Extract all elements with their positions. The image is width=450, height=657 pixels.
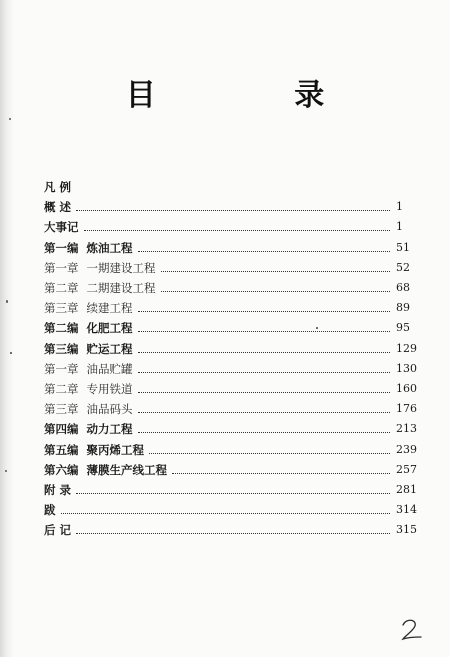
toc-entry-label (44, 399, 136, 419)
toc-entry-prefix: 概 述 (44, 200, 72, 215)
toc-entry-title: 贮运工程 (86, 341, 133, 356)
toc-leader-dots (76, 493, 390, 494)
page-title: 目 录 (125, 78, 389, 113)
toc-entry-label (44, 500, 59, 520)
toc-leader-dots (161, 271, 391, 272)
toc-entry-title: 聚丙烯工程 (86, 442, 144, 457)
toc-entry-prefix: 第四编 (44, 422, 79, 437)
toc-page-number: 176 (394, 399, 417, 419)
toc-entry-prefix: 附 录 (44, 483, 72, 497)
toc-entry-label (44, 298, 136, 318)
toc-entry-title: 化肥工程 (86, 321, 133, 336)
toc-entry (44, 419, 417, 439)
toc-page-number: 281 (394, 480, 417, 500)
toc-entry-prefix: 后 记 (44, 523, 72, 538)
toc-leader-dots (138, 251, 391, 252)
toc-entry (44, 440, 417, 460)
toc-entry (44, 399, 417, 419)
toc-leader-dots (138, 392, 391, 393)
toc-entry-prefix: 第六编 (44, 462, 79, 477)
toc-entry-label (44, 480, 74, 500)
toc-entry-label (44, 258, 159, 278)
toc-entry (44, 359, 417, 379)
toc-page-number: 160 (394, 379, 417, 399)
toc-leader-dots (149, 453, 390, 454)
toc-entry-title: 薄膜生产线工程 (86, 462, 167, 477)
toc-entry-title: 油品贮罐 (86, 361, 133, 376)
toc-entry-label (44, 197, 74, 217)
toc-entry (44, 460, 417, 480)
toc-entry-title: 炼油工程 (86, 240, 133, 255)
toc-leader-dots (138, 432, 391, 433)
toc-leader-dots (138, 311, 391, 312)
toc-entry-prefix: 第三编 (44, 341, 79, 356)
toc-leader-dots (138, 331, 391, 332)
toc-entry (44, 480, 417, 500)
toc-entry-prefix: 第一章 (44, 260, 79, 275)
toc-entry (44, 379, 417, 399)
toc-entry-label (44, 318, 136, 338)
toc-leader-dots (76, 210, 390, 211)
toc-page-number: 51 (394, 238, 410, 258)
toc-entry-label (44, 278, 159, 298)
toc-page-number: 239 (394, 440, 417, 460)
toc-leader-dots (84, 230, 391, 231)
toc-page-number: 68 (394, 278, 410, 298)
toc-entry-title: 二期建设工程 (86, 281, 156, 295)
toc-entry-prefix: 跋 (44, 503, 56, 518)
toc-leader-dots (172, 473, 390, 474)
toc-entry (44, 318, 414, 338)
toc-entry-prefix: 第二编 (44, 321, 79, 336)
toc-entry-prefix: 第三章 (44, 402, 79, 417)
toc-page-number: 1 (394, 217, 403, 237)
toc-entry-label (44, 217, 82, 237)
toc-entry-label (44, 440, 147, 460)
toc-entry (44, 238, 414, 258)
toc-page-number: 257 (394, 460, 417, 480)
toc-entry-title: 一期建设工程 (86, 260, 156, 275)
toc-entry-prefix: 第五编 (44, 442, 79, 457)
toc-entry-title: 专用铁道 (86, 382, 133, 396)
toc-leader-dots (138, 412, 391, 413)
toc-page-number: 130 (394, 359, 417, 379)
toc-entry-label (44, 379, 136, 399)
toc-entry-prefix: 第一章 (44, 361, 79, 376)
toc-entry (44, 339, 417, 359)
toc-entry (44, 520, 417, 540)
toc-page-number: 315 (394, 520, 417, 540)
toc-leader-dots (138, 372, 391, 373)
toc-entry-prefix: 第三章 (44, 301, 79, 316)
toc-entry-title: 油品码头 (86, 402, 133, 417)
toc-entry (44, 197, 414, 217)
toc-page-number: 1 (394, 197, 403, 217)
toc-entry (44, 298, 414, 318)
toc-leader-dots (138, 352, 391, 353)
toc-page-number: 89 (394, 298, 410, 318)
toc-entry-label (44, 520, 74, 540)
toc-entry (44, 258, 414, 278)
toc-entry-label (44, 460, 170, 480)
toc-entry-label (44, 359, 136, 379)
toc-entry-label (44, 419, 136, 439)
toc-entry-title: 动力工程 (86, 422, 133, 437)
toc-entry-prefix: 第二章 (44, 382, 79, 396)
toc-page-number: 314 (394, 500, 417, 520)
toc-entry-prefix: 第一编 (44, 240, 79, 255)
toc-entry-label (44, 238, 136, 258)
toc-page-number: 95 (394, 318, 410, 338)
toc-entry-title: 续建工程 (86, 301, 133, 316)
toc-leader-dots (61, 513, 391, 514)
toc-entry (44, 278, 414, 298)
toc-entry (44, 177, 414, 197)
toc-entry (44, 217, 414, 237)
toc-leader-dots (161, 291, 391, 292)
toc-page-number: 213 (394, 419, 417, 439)
toc-leader-dots (76, 533, 390, 534)
toc-page-number: 52 (394, 258, 410, 278)
toc-page-number: 129 (394, 339, 417, 359)
handwritten-page-mark (398, 616, 424, 642)
toc-entry (44, 500, 417, 520)
toc-entry-prefix: 大事记 (44, 220, 79, 235)
toc-entry-prefix: 凡 例 (44, 180, 72, 194)
toc-entry-label (44, 339, 136, 359)
toc-entry-prefix: 第二章 (44, 281, 79, 295)
toc-entry-label (44, 177, 74, 197)
